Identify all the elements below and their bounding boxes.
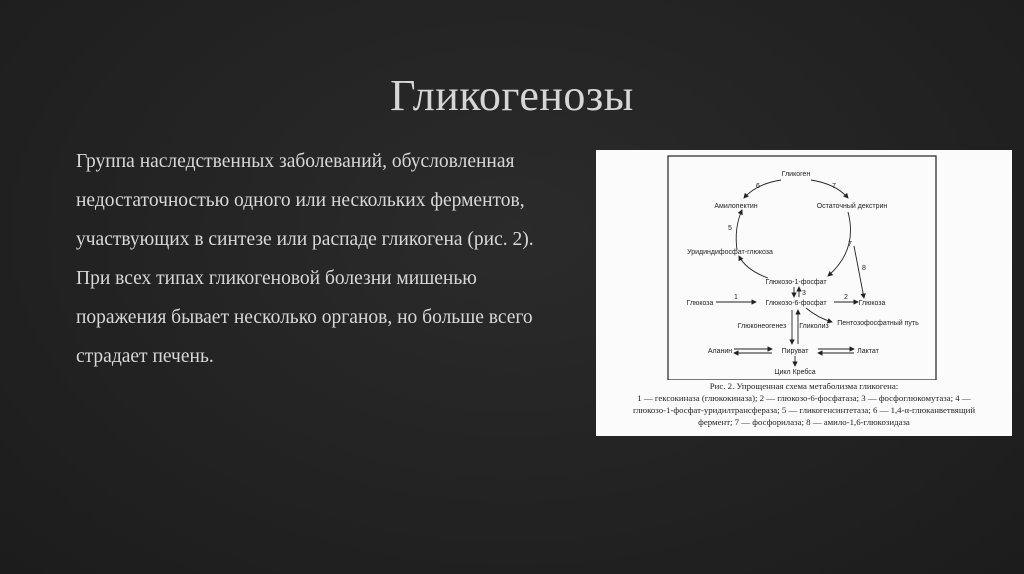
node-udp-glucose: Уридиндифосфат-глюкоза [687,249,773,256]
edge-label: 8 [862,265,866,272]
node-pentose-phosphate-pathway: Пентозофосфатный путь [837,320,919,327]
arrow-g1p-udp [739,256,768,278]
edge-label: 7 [832,183,836,190]
edge-label: 1 [734,294,738,301]
arrow-dextrin-glucose [854,246,864,298]
caption-line: 1 — гексокиназа (глюкокиназа); 2 — глюкозо-6-фосфатаза; 3 — фосфоглюкомутаза; 4 — [637,393,971,403]
edge-label: 3 [802,290,806,297]
caption-line: глюкозо-1-фосфат-уридилтрансфераза; 5 — гликогенсинтетаза; 6 — 1,4-α-глюканветвящий [632,405,976,415]
body-line: поражения бывает несколько органов, но больше всего [76,307,533,328]
body-line: страдает печень. [76,346,214,367]
node-gluconeogenesis: Глюконеогенез [737,323,787,330]
node-amylopectin: Амилопектин [714,203,758,210]
figure-caption [596,380,1012,428]
node-glucose-right: Глюкоза [858,300,886,307]
edge-label: 7 [848,241,852,248]
node-alanine: Аланин [707,348,733,355]
diagram-frame [668,156,936,380]
body-line: Группа наследственных заболеваний, обусловленная [76,151,515,172]
node-glucose-left: Глюкоза [686,300,714,307]
edge-label: 6 [756,183,760,190]
arrow-udp-amylopectin [736,210,742,250]
node-lactate: Лактат [857,348,879,355]
slide-body-text [76,142,596,376]
body-line: участвующих в синтезе или распаде гликогена (рис. 2). [76,229,534,250]
body-line: При всех типах гликогеновой болезни мишенью [76,268,477,289]
caption-line: Рис. 2. Упрощенная схема метаболизма гликогена: [709,381,899,391]
glycogen-metabolism-figure [596,150,1012,436]
edge-label: 5 [728,225,732,232]
caption-line: фермент; 7 — фосфорилаза; 8 — амило-1,6-глюкозидаза [698,417,910,427]
node-glucose-6-phosphate: Глюкозо-6-фосфат [765,300,827,307]
node-krebs-cycle: Цикл Кребса [774,369,816,376]
node-glycolysis: Гликолиз [799,323,829,330]
arrow-glycogen-dextrin [811,180,848,198]
node-residual-dextrin: Остаточный декстрин [816,203,888,210]
arrow-glycogen-amylopectin [744,180,781,198]
slide-title: Гликогенозы [390,71,634,120]
node-pyruvate: Пируват [781,348,809,355]
node-glycogen: Гликоген [781,171,811,178]
body-line: недостаточностью одного или нескольких ферментов, [76,190,525,211]
node-glucose-1-phosphate: Глюкозо-1-фосфат [765,279,827,286]
edge-label: 2 [844,294,848,301]
metabolism-diagram [596,150,1012,380]
